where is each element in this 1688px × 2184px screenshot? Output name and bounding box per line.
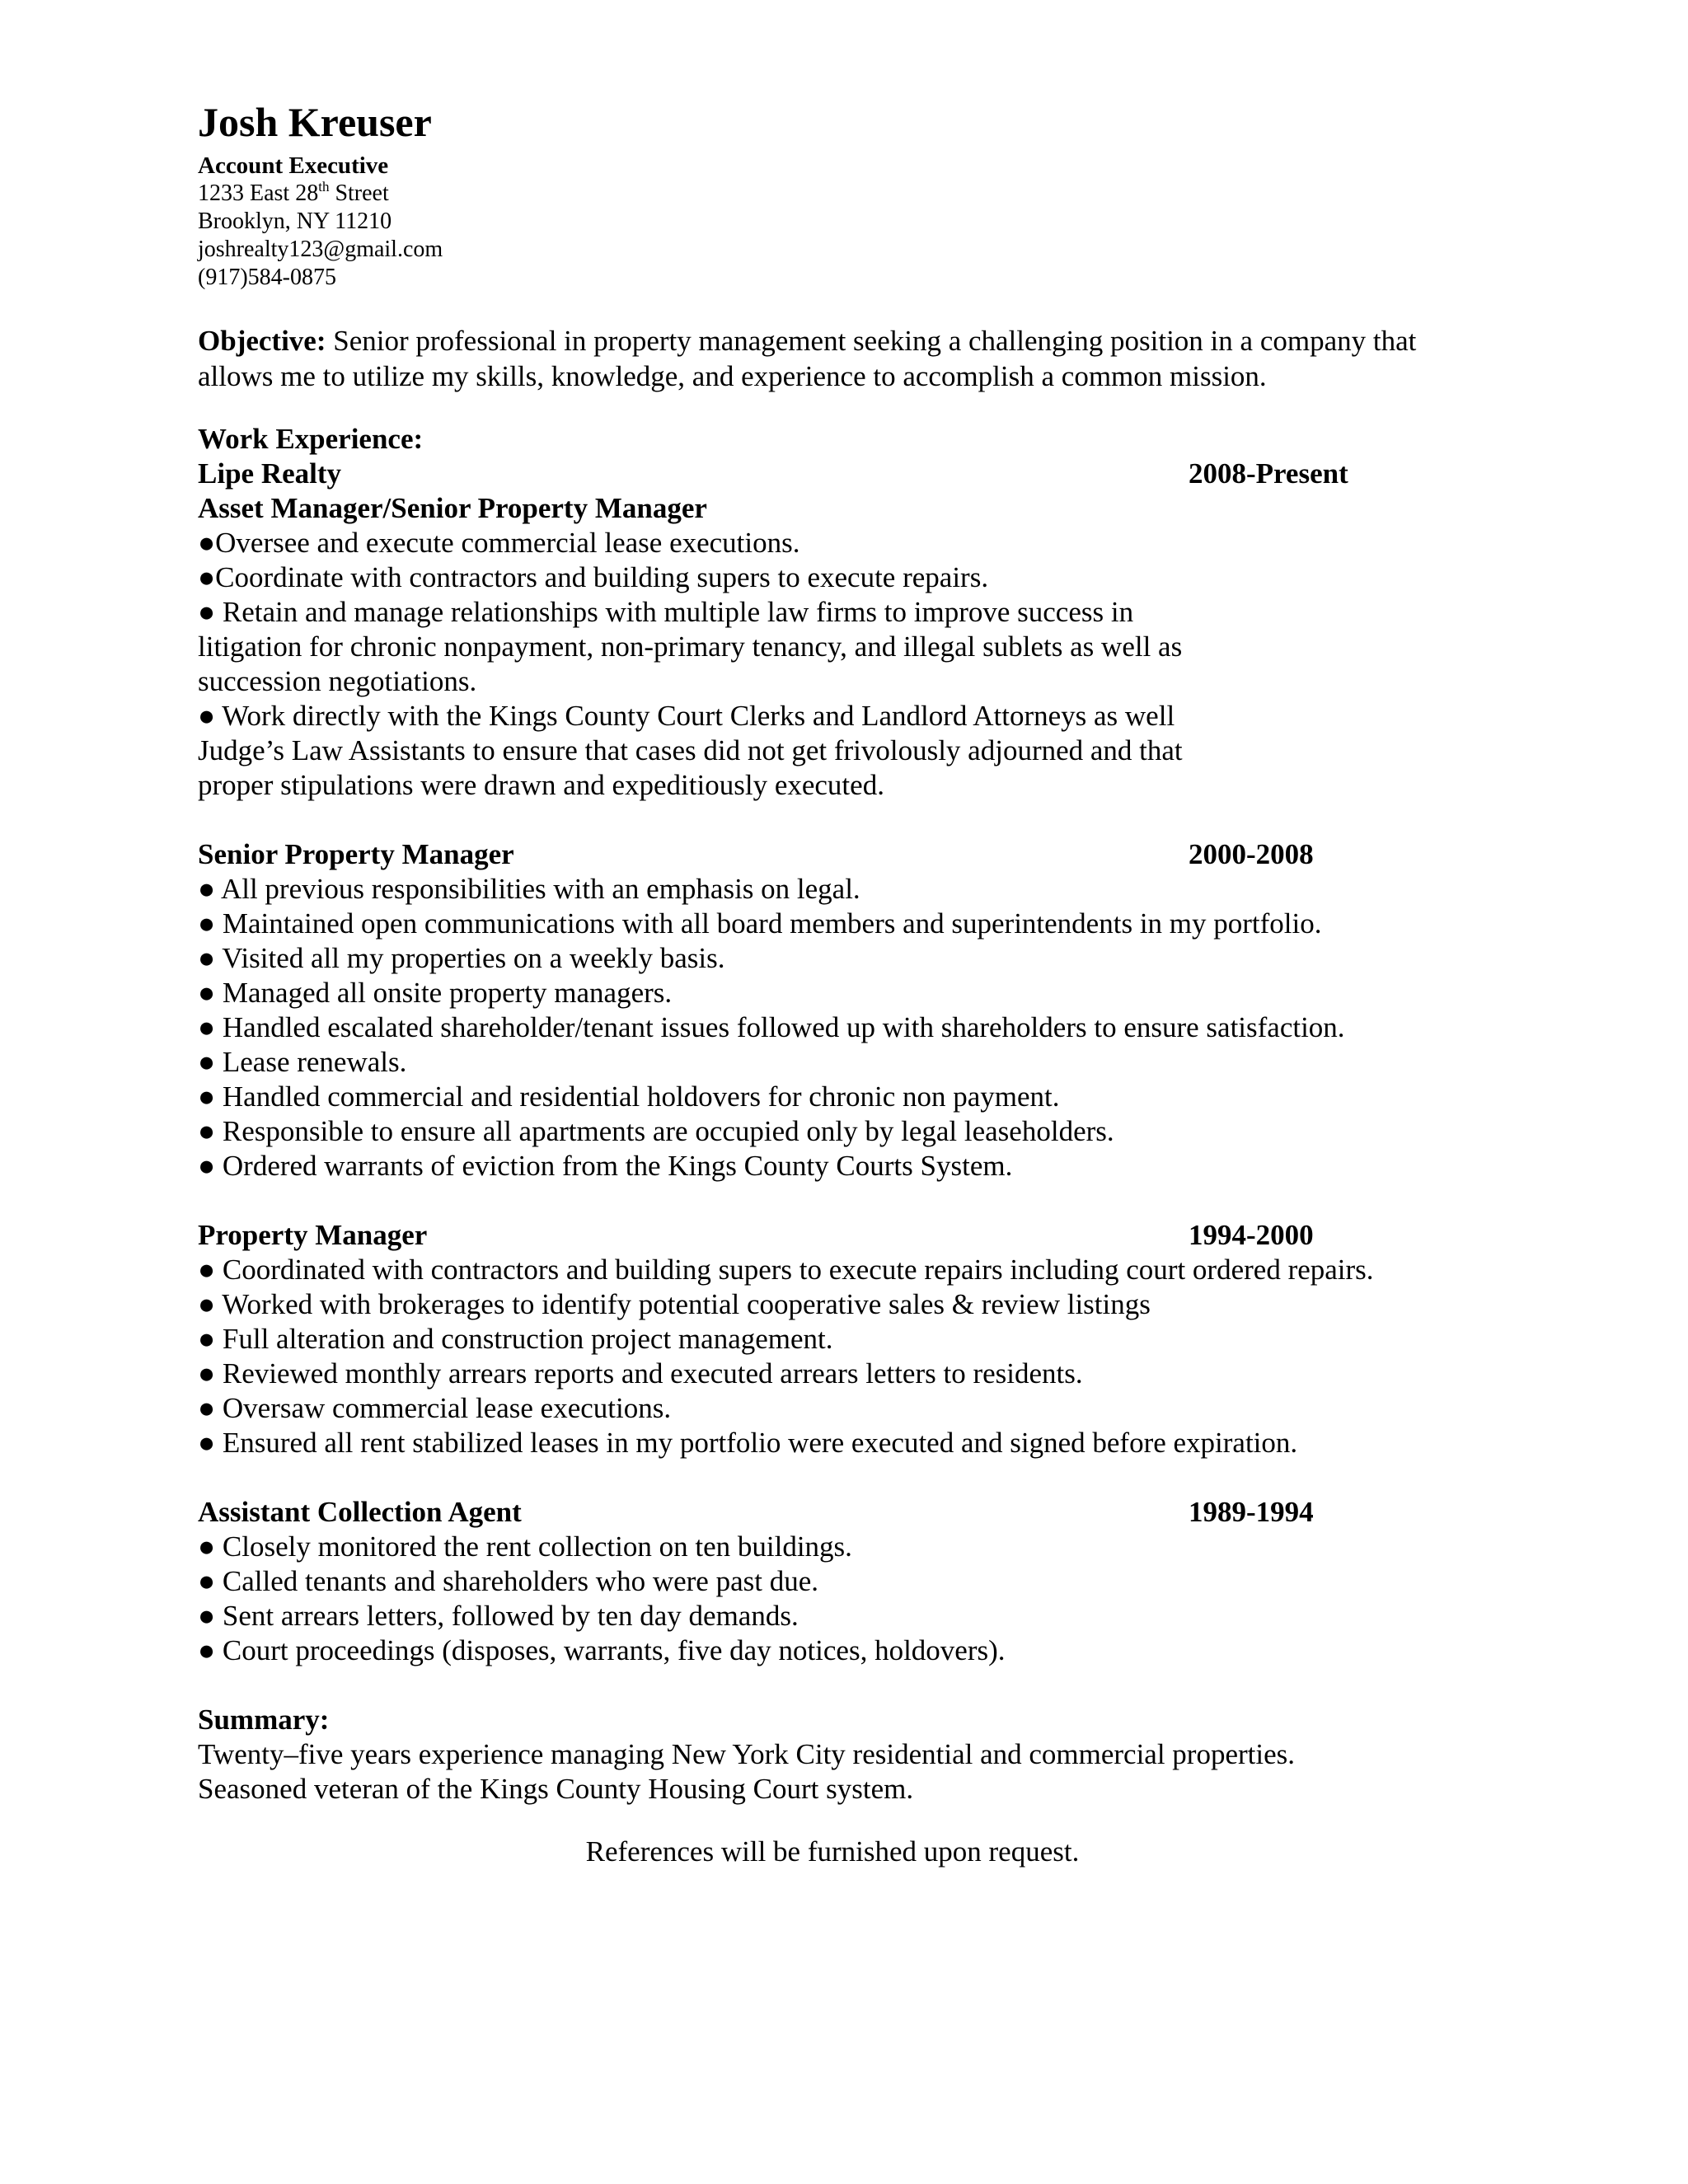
- duty-line: ●Coordinate with contractors and building supers to execute repairs.: [198, 561, 989, 593]
- objective-section: [198, 323, 1533, 394]
- duty-line: ● Work directly with the Kings County Court Clerks and Landlord Attorneys as well: [198, 700, 1175, 732]
- objective-line-2: allows me to utilize my skills, knowledge, and experience to accomplish a common mission.: [198, 360, 1267, 392]
- summary-heading: Summary:: [198, 1704, 330, 1736]
- email-address: joshrealty123@gmail.com: [198, 237, 443, 262]
- job-title: Senior Property Manager: [198, 838, 514, 870]
- job-duties: [198, 526, 1533, 803]
- objective-label: Objective:: [198, 325, 326, 357]
- job-block: [198, 1218, 1533, 1460]
- job-dates: 2008-Present: [1189, 457, 1348, 490]
- duty-line: ● Court proceedings (disposes, warrants, five day notices, holdovers).: [198, 1634, 1006, 1666]
- duty-line: Judge’s Law Assistants to ensure that cases did not get frivolously adjourned and that: [198, 734, 1183, 766]
- duty-line: ● Visited all my properties on a weekly basis.: [198, 942, 725, 974]
- summary-section: [198, 1703, 1533, 1807]
- duty-line: proper stipulations were drawn and expeditiously executed.: [198, 769, 884, 801]
- job-block: [198, 837, 1533, 1183]
- job-header-row: [198, 1218, 1533, 1253]
- duty-line: ●Oversee and execute commercial lease executions.: [198, 527, 800, 559]
- job-title: Property Manager: [198, 1219, 428, 1251]
- street-address: 1233 East 28th Street: [198, 179, 389, 206]
- work-experience-section: [198, 422, 1533, 1668]
- job-header-row: [198, 837, 1533, 872]
- work-experience-heading: Work Experience:: [198, 423, 424, 455]
- job-header-row: [198, 1495, 1533, 1530]
- duty-line: ● Ordered warrants of eviction from the Kings County Courts System.: [198, 1150, 1013, 1182]
- duty-line: ● Coordinated with contractors and building supers to execute repairs including court ordered repairs.: [198, 1254, 1374, 1286]
- job-title: Assistant Collection Agent: [198, 1496, 522, 1528]
- duty-line: litigation for chronic nonpayment, non-primary tenancy, and illegal sublets as well as: [198, 630, 1183, 663]
- duty-line: ● Lease renewals.: [198, 1046, 407, 1078]
- duty-line: ● Handled escalated shareholder/tenant issues followed up with shareholders to ensure satisfaction.: [198, 1011, 1345, 1043]
- duty-line: ● Full alteration and construction project management.: [198, 1323, 833, 1355]
- job-title: Account Executive: [198, 152, 389, 179]
- duty-line: ● Oversaw commercial lease executions.: [198, 1392, 672, 1424]
- summary-line: Seasoned veteran of the Kings County Housing Court system.: [198, 1773, 914, 1805]
- applicant-name: Josh Kreuser: [198, 99, 432, 145]
- duty-line: ● All previous responsibilities with an emphasis on legal.: [198, 873, 860, 905]
- duty-line: ● Closely monitored the rent collection on ten buildings.: [198, 1530, 852, 1563]
- job-dates: 1989-1994: [1189, 1496, 1314, 1528]
- duty-line: ● Managed all onsite property managers.: [198, 977, 673, 1009]
- references-note: References will be furnished upon request.: [585, 1835, 1080, 1868]
- city-address: Brooklyn, NY 11210: [198, 209, 392, 234]
- summary-line: Twenty–five years experience managing New York City residential and commercial properties.: [198, 1738, 1296, 1770]
- company-row: [198, 457, 1533, 491]
- job-block: [198, 1495, 1533, 1668]
- company-name: Lipe Realty: [198, 457, 342, 490]
- job-dates: 2000-2008: [1189, 838, 1314, 870]
- duty-line: ● Reviewed monthly arrears reports and executed arrears letters to residents.: [198, 1357, 1083, 1390]
- resume-header: [198, 97, 1533, 292]
- duty-line: ● Responsible to ensure all apartments are occupied only by legal leaseholders.: [198, 1115, 1114, 1147]
- duty-line: ● Handled commercial and residential holdovers for chronic non payment.: [198, 1080, 1060, 1113]
- duty-line: ● Maintained open communications with all board members and superintendents in my portfolio.: [198, 907, 1322, 940]
- job-title: Asset Manager/Senior Property Manager: [198, 492, 707, 524]
- duty-line: ● Called tenants and shareholders who were past due.: [198, 1565, 818, 1597]
- phone-number: (917)584-0875: [198, 265, 336, 290]
- duty-line: ● Retain and manage relationships with multiple law firms to improve success in: [198, 596, 1134, 628]
- job-dates: 1994-2000: [1189, 1219, 1314, 1251]
- duty-line: succession negotiations.: [198, 665, 477, 697]
- duty-line: ● Worked with brokerages to identify potential cooperative sales & review listings: [198, 1288, 1151, 1320]
- objective-line-1: Objective: Senior professional in property management seeking a challenging position in a company that: [198, 325, 1417, 357]
- resume-page: [198, 97, 1533, 1869]
- duty-line: ● Sent arrears letters, followed by ten day demands.: [198, 1600, 799, 1632]
- duty-line: ● Ensured all rent stabilized leases in my portfolio were executed and signed before expiration.: [198, 1427, 1298, 1459]
